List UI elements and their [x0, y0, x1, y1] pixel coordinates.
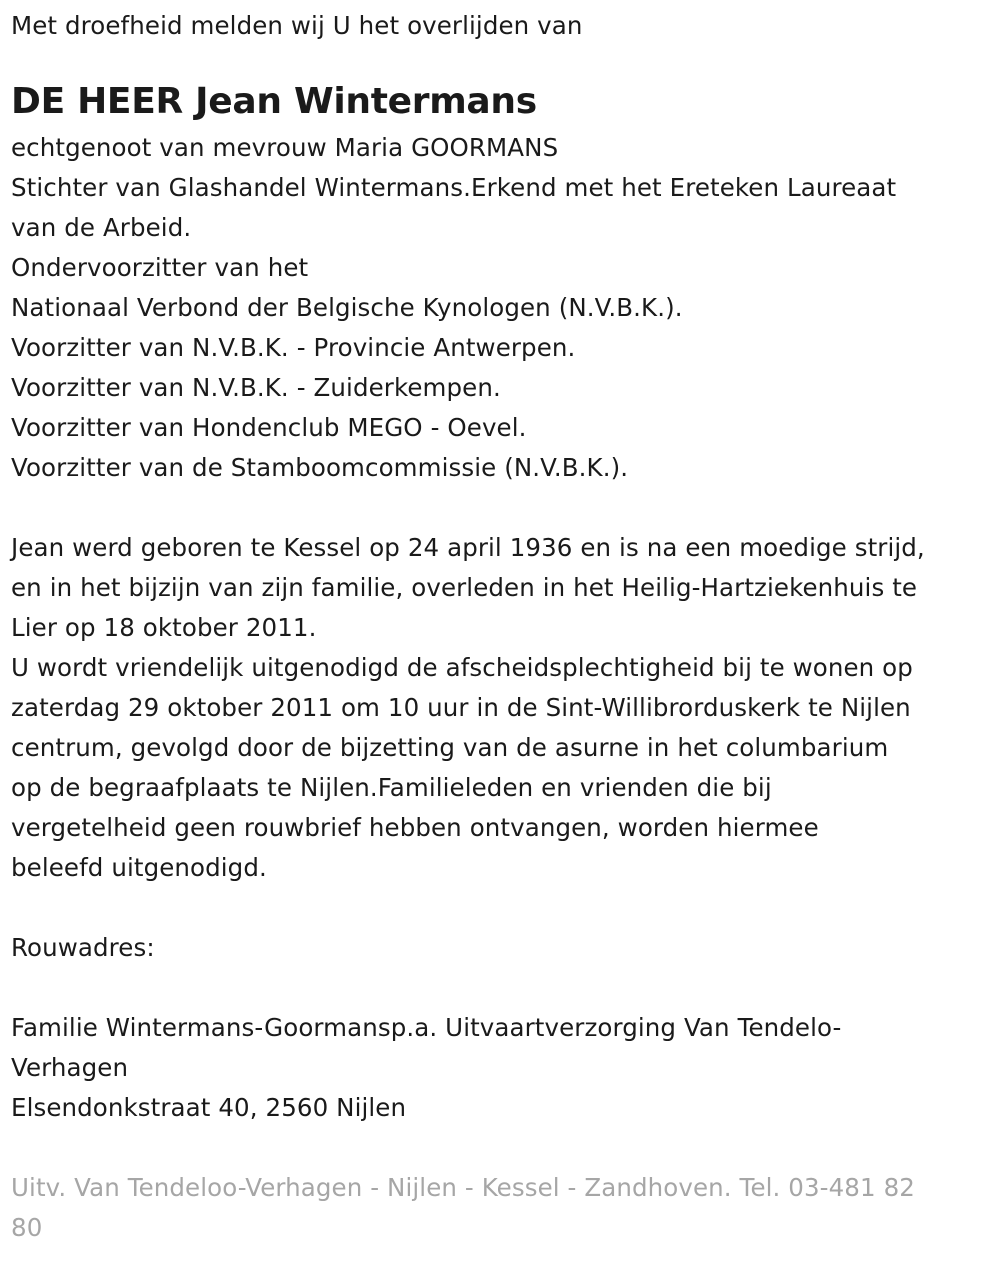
bio-line: Nationaal Verbond der Belgische Kynologen (N.V.B.K.). [11, 293, 683, 322]
spacer [11, 1128, 991, 1168]
address-line: Familie Wintermans-Goormansp.a. Uitvaartverzorging Van Tendelo- [11, 1013, 842, 1042]
bio-line: Voorzitter van N.V.B.K. - Zuiderkempen. [11, 373, 501, 402]
bio-line: Voorzitter van de Stamboomcommissie (N.V.B.K.). [11, 453, 629, 482]
footer-line: Uitv. Van Tendeloo-Verhagen - Nijlen - Kessel - Zandhoven. Tel. 03-481 82 [11, 1173, 915, 1202]
details-line: zaterdag 29 oktober 2011 om 10 uur in de Sint-Willibrorduskerk te Nijlen [11, 693, 911, 722]
spacer [11, 488, 991, 528]
details-line: op de begraafplaats te Nijlen.Familieleden en vrienden die bij [11, 773, 772, 802]
deceased-name: DE HEER Jean Wintermans [11, 81, 537, 122]
address-block [11, 1008, 991, 1128]
intro-text: Met droefheid melden wij U het overlijden van [11, 11, 583, 40]
bio-line: Voorzitter van N.V.B.K. - Provincie Antwerpen. [11, 333, 576, 362]
spacer [11, 968, 991, 1008]
address-label: Rouwadres: [11, 933, 155, 962]
bio-line: van de Arbeid. [11, 213, 192, 242]
footer-block [11, 1168, 991, 1248]
spacer [11, 888, 991, 928]
details-line: U wordt vriendelijk uitgenodigd de afscheidsplechtigheid bij te wonen op [11, 653, 913, 682]
details-line: beleefd uitgenodigd. [11, 853, 267, 882]
address-line: Verhagen [11, 1053, 129, 1082]
bio-line: Stichter van Glashandel Wintermans.Erkend met het Ereteken Laureaat [11, 173, 897, 202]
details-line: vergetelheid geen rouwbrief hebben ontvangen, worden hiermee [11, 813, 819, 842]
details-line: Jean werd geboren te Kessel op 24 april 1936 en is na een moedige strijd, [11, 533, 925, 562]
bio-line: Voorzitter van Hondenclub MEGO - Oevel. [11, 413, 527, 442]
details-line: centrum, gevolgd door de bijzetting van de asurne in het columbarium [11, 733, 889, 762]
details-line: Lier op 18 oktober 2011. [11, 613, 317, 642]
bio-line: echtgenoot van mevrouw Maria GOORMANS [11, 133, 559, 162]
footer-line: 80 [11, 1213, 43, 1242]
obituary-notice [11, 6, 991, 1248]
details-line: en in het bijzijn van zijn familie, overleden in het Heilig-Hartziekenhuis te [11, 573, 918, 602]
details-block [11, 528, 991, 888]
biography-block [11, 128, 991, 488]
bio-line: Ondervoorzitter van het [11, 253, 309, 282]
address-line: Elsendonkstraat 40, 2560 Nijlen [11, 1093, 407, 1122]
